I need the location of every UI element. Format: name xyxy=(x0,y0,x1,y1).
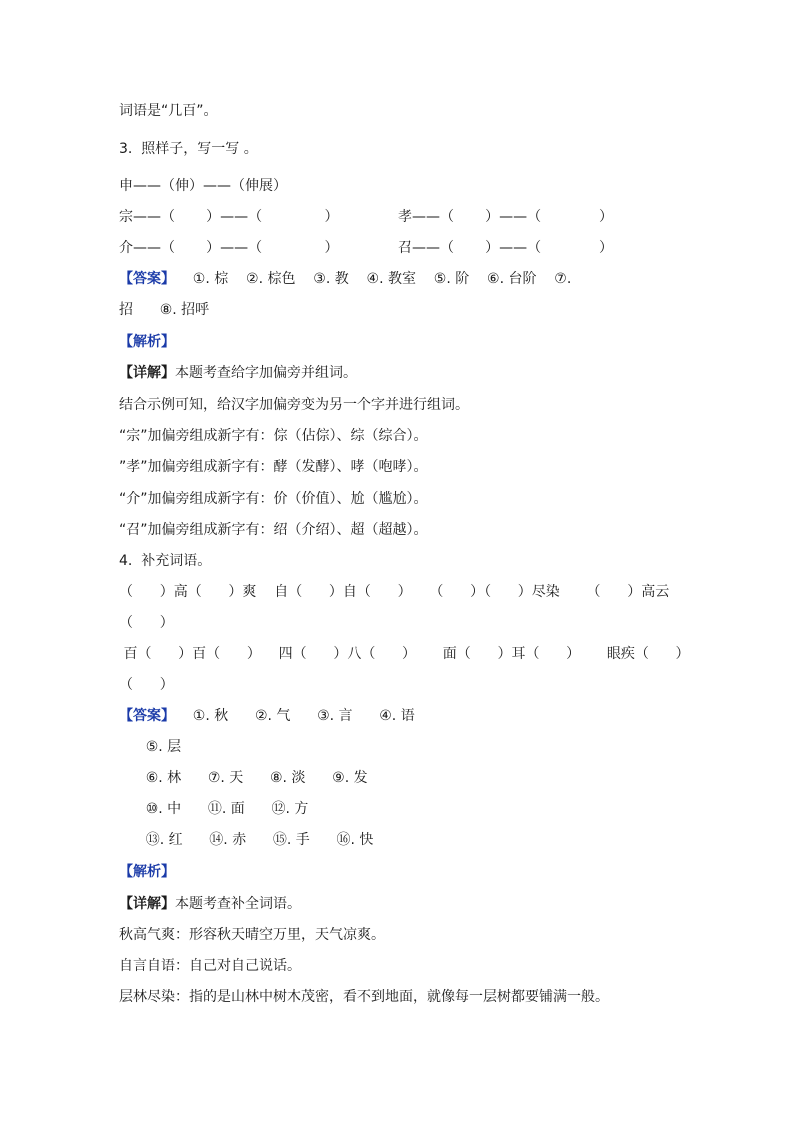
text-line: “宗”加偏旁组成新字有：倧（佔倧）、综（综合）。 xyxy=(119,428,428,444)
answer-line-cont: ⑤. 层 xyxy=(119,739,182,755)
text-line: “介”加偏旁组成新字有：价（价值）、尬（尴尬）。 xyxy=(119,491,428,507)
detail-line xyxy=(119,894,301,914)
example-line: 申——（伸）——（伸展） xyxy=(119,178,287,194)
analysis-label: 【解析】 xyxy=(119,864,175,880)
answer-line-cont: 招 ⑧. 招呼 xyxy=(119,302,210,318)
answer-label: 【答案】 xyxy=(119,708,175,724)
answer-text: ①. 秋 ②. 气 ③. 言 ④. 语 xyxy=(175,708,415,724)
idiom-blanks-cont: （ ） xyxy=(119,615,174,631)
text-line: 词语是“几百”。 xyxy=(119,103,218,119)
text-line: ”孝”加偏旁组成新字有：酵（发酵）、哮（咆哮）。 xyxy=(119,459,428,475)
question-4-heading: 4. 补充词语。 xyxy=(119,553,212,569)
answer-line-cont: ⑬. 红 ⑭. 赤 ⑮. 手 ⑯. 快 xyxy=(119,832,374,848)
text-line: 秋高气爽：形容秋天晴空万里，天气凉爽。 xyxy=(119,927,385,943)
analysis-label: 【解析】 xyxy=(119,334,175,350)
answer-label: 【答案】 xyxy=(119,271,175,287)
text-line: 层林尽染：指的是山林中树木茂密，看不到地面，就像每一层树都要铺满一般。 xyxy=(119,989,609,1005)
answer-line-cont: ⑥. 林 ⑦. 天 ⑧. 淡 ⑨. 发 xyxy=(119,770,368,786)
question-3-heading: 3. 照样子，写一写 。 xyxy=(119,141,258,157)
text-line: “召”加偏旁组成新字有：绍（介绍）、超（超越）。 xyxy=(119,522,428,538)
idiom-blanks-cont: （ ） xyxy=(119,677,174,693)
answer-line-cont: ⑩. 中 ⑪. 面 ⑫. 方 xyxy=(119,801,309,817)
idiom-blanks-line: 百（ ）百（ ） 四（ ）八（ ） 面（ ）耳（ ） 眼疾（ ） xyxy=(119,646,690,662)
answer-line xyxy=(119,269,571,289)
answer-line xyxy=(119,706,415,726)
detail-label: 【详解】 xyxy=(119,896,175,912)
blank-line-zong: 宗——（ ）——（ ） xyxy=(119,209,339,225)
detail-text: 本题考查给字加偏旁并组词。 xyxy=(175,365,357,381)
text-line: 自言自语：自己对自己说话。 xyxy=(119,958,301,974)
detail-line xyxy=(119,363,357,383)
idiom-blanks-line: （ ）高（ ）爽 自（ ）自（ ） （ ）（ ）尽染 （ ）高云 xyxy=(119,584,670,600)
detail-text: 本题考查补全词语。 xyxy=(175,896,301,912)
blank-line-zhao: 召——（ ）——（ ） xyxy=(398,240,614,256)
blank-line-jie: 介——（ ）——（ ） xyxy=(119,240,339,256)
text-line: 结合示例可知，给汉字加偏旁变为另一个字并进行组词。 xyxy=(119,397,469,413)
answer-text: ①. 棕 ②. 棕色 ③. 教 ④. 教室 ⑤. 阶 ⑥. 台阶 ⑦. xyxy=(175,271,572,287)
detail-label: 【详解】 xyxy=(119,365,175,381)
blank-line-xiao: 孝——（ ）——（ ） xyxy=(398,209,614,225)
